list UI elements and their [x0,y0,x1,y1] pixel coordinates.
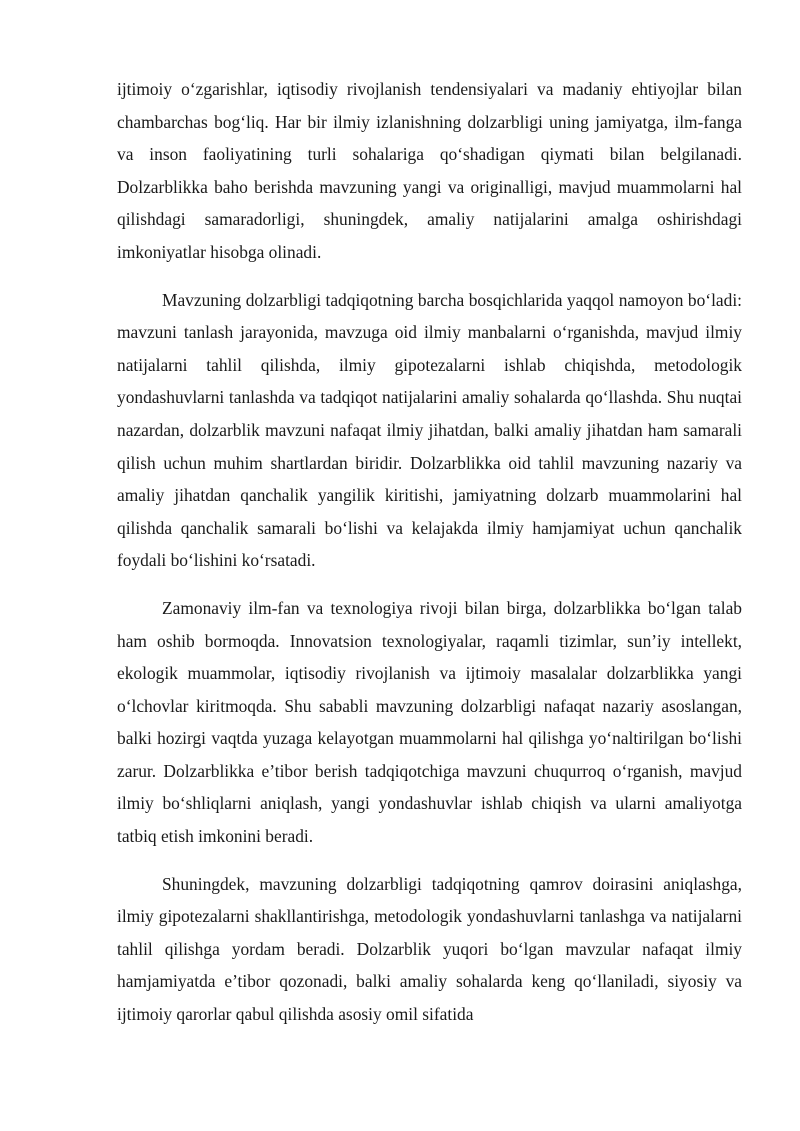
document-body [117,73,742,1046]
paragraph: Zamonaviy ilm-fan va texnologiya rivoji bilan birga, dolzarblikka bo‘lgan talab ham oshib bormoqda. Innovatsion texnologiyalar, raqamli tizimlar, sun’iy intellekt, ekologik muammolar, iqtisodiy rivojlanish va ijtimoiy masalalar dolzarblikka yangi o‘lchovlar kiritmoqda. Shu sababli mavzuning dolzarbligi nafaqat nazariy asoslangan, balki hozirgi vaqtda yuzaga kelayotgan muammolarni hal qilishga yo‘naltirilgan bo‘lishi zarur. Dolzarblikka e’tibor berish tadqiqotchiga mavzuni chuqurroq o‘rganish, mavjud ilmiy bo‘shliqlarni aniqlash, yangi yondashuvlar ishlab chiqish va ularni amaliyotga tatbiq etish imkonini beradi. [117,597,742,847]
paragraph: Mavzuning dolzarbligi tadqiqotning barcha bosqichlarida yaqqol namoyon bo‘ladi: mavzuni tanlash jarayonida, mavzuga oid ilmiy manbalarni o‘rganishda, mavjud ilmiy natijalarni tahlil qilishda, ilmiy gipotezalarni ishlab chiqishda, metodologik yondashuvlarni tanlashda va tadqiqot natijalarini amaliy sohalarda qo‘llashda. Shu nuqtai nazardan, dolzarblik mavzuni nafaqat ilmiy jihatdan, balki amaliy jihatdan ham samarali qilish uchun muhim shartlardan biridir. Dolzarblikka oid tahlil mavzuning nazariy va amaliy jihatdan qanchalik yangilik kiritishi, jamiyatning dolzarb muammolarini hal qilishda qanchalik samarali bo‘lishi va kelajakda ilmiy hamjamiyat uchun qanchalik foydali bo‘lishini ko‘rsatadi. [117,289,742,571]
paragraph-continued: ijtimoiy o‘zgarishlar, iqtisodiy rivojlanish tendensiyalari va madaniy ehtiyojlar bilan chambarchas bog‘liq. Har bir ilmiy izlanishning dolzarbligi uning jamiyatga, ilm-fanga va inson faoliyatining turli sohalariga qo‘shadigan qiymati bilan belgilanadi. Dolzarblikka baho berishda mavzuning yangi va originalligi, mavjud muammolarni hal qilishdagi samaradorligi, shuningdek, amaliy natijalarini amalga oshirishdagi imkoniyatlar hisobga olinadi. [117,79,742,262]
paragraph: Shuningdek, mavzuning dolzarbligi tadqiqotning qamrov doirasini aniqlashga, ilmiy gipotezalarni shakllantirishga, metodologik yondashuvlarni tanlashga va natijalarni tahlil qilishga yordam beradi. Dolzarblik yuqori bo‘lgan mavzular nafaqat ilmiy hamjamiyatda e’tibor qozonadi, balki amaliy sohalarda keng qo‘llaniladi, siyosiy va ijtimoiy qarorlar qabul qilishda asosiy omil sifatida [117,873,742,1025]
